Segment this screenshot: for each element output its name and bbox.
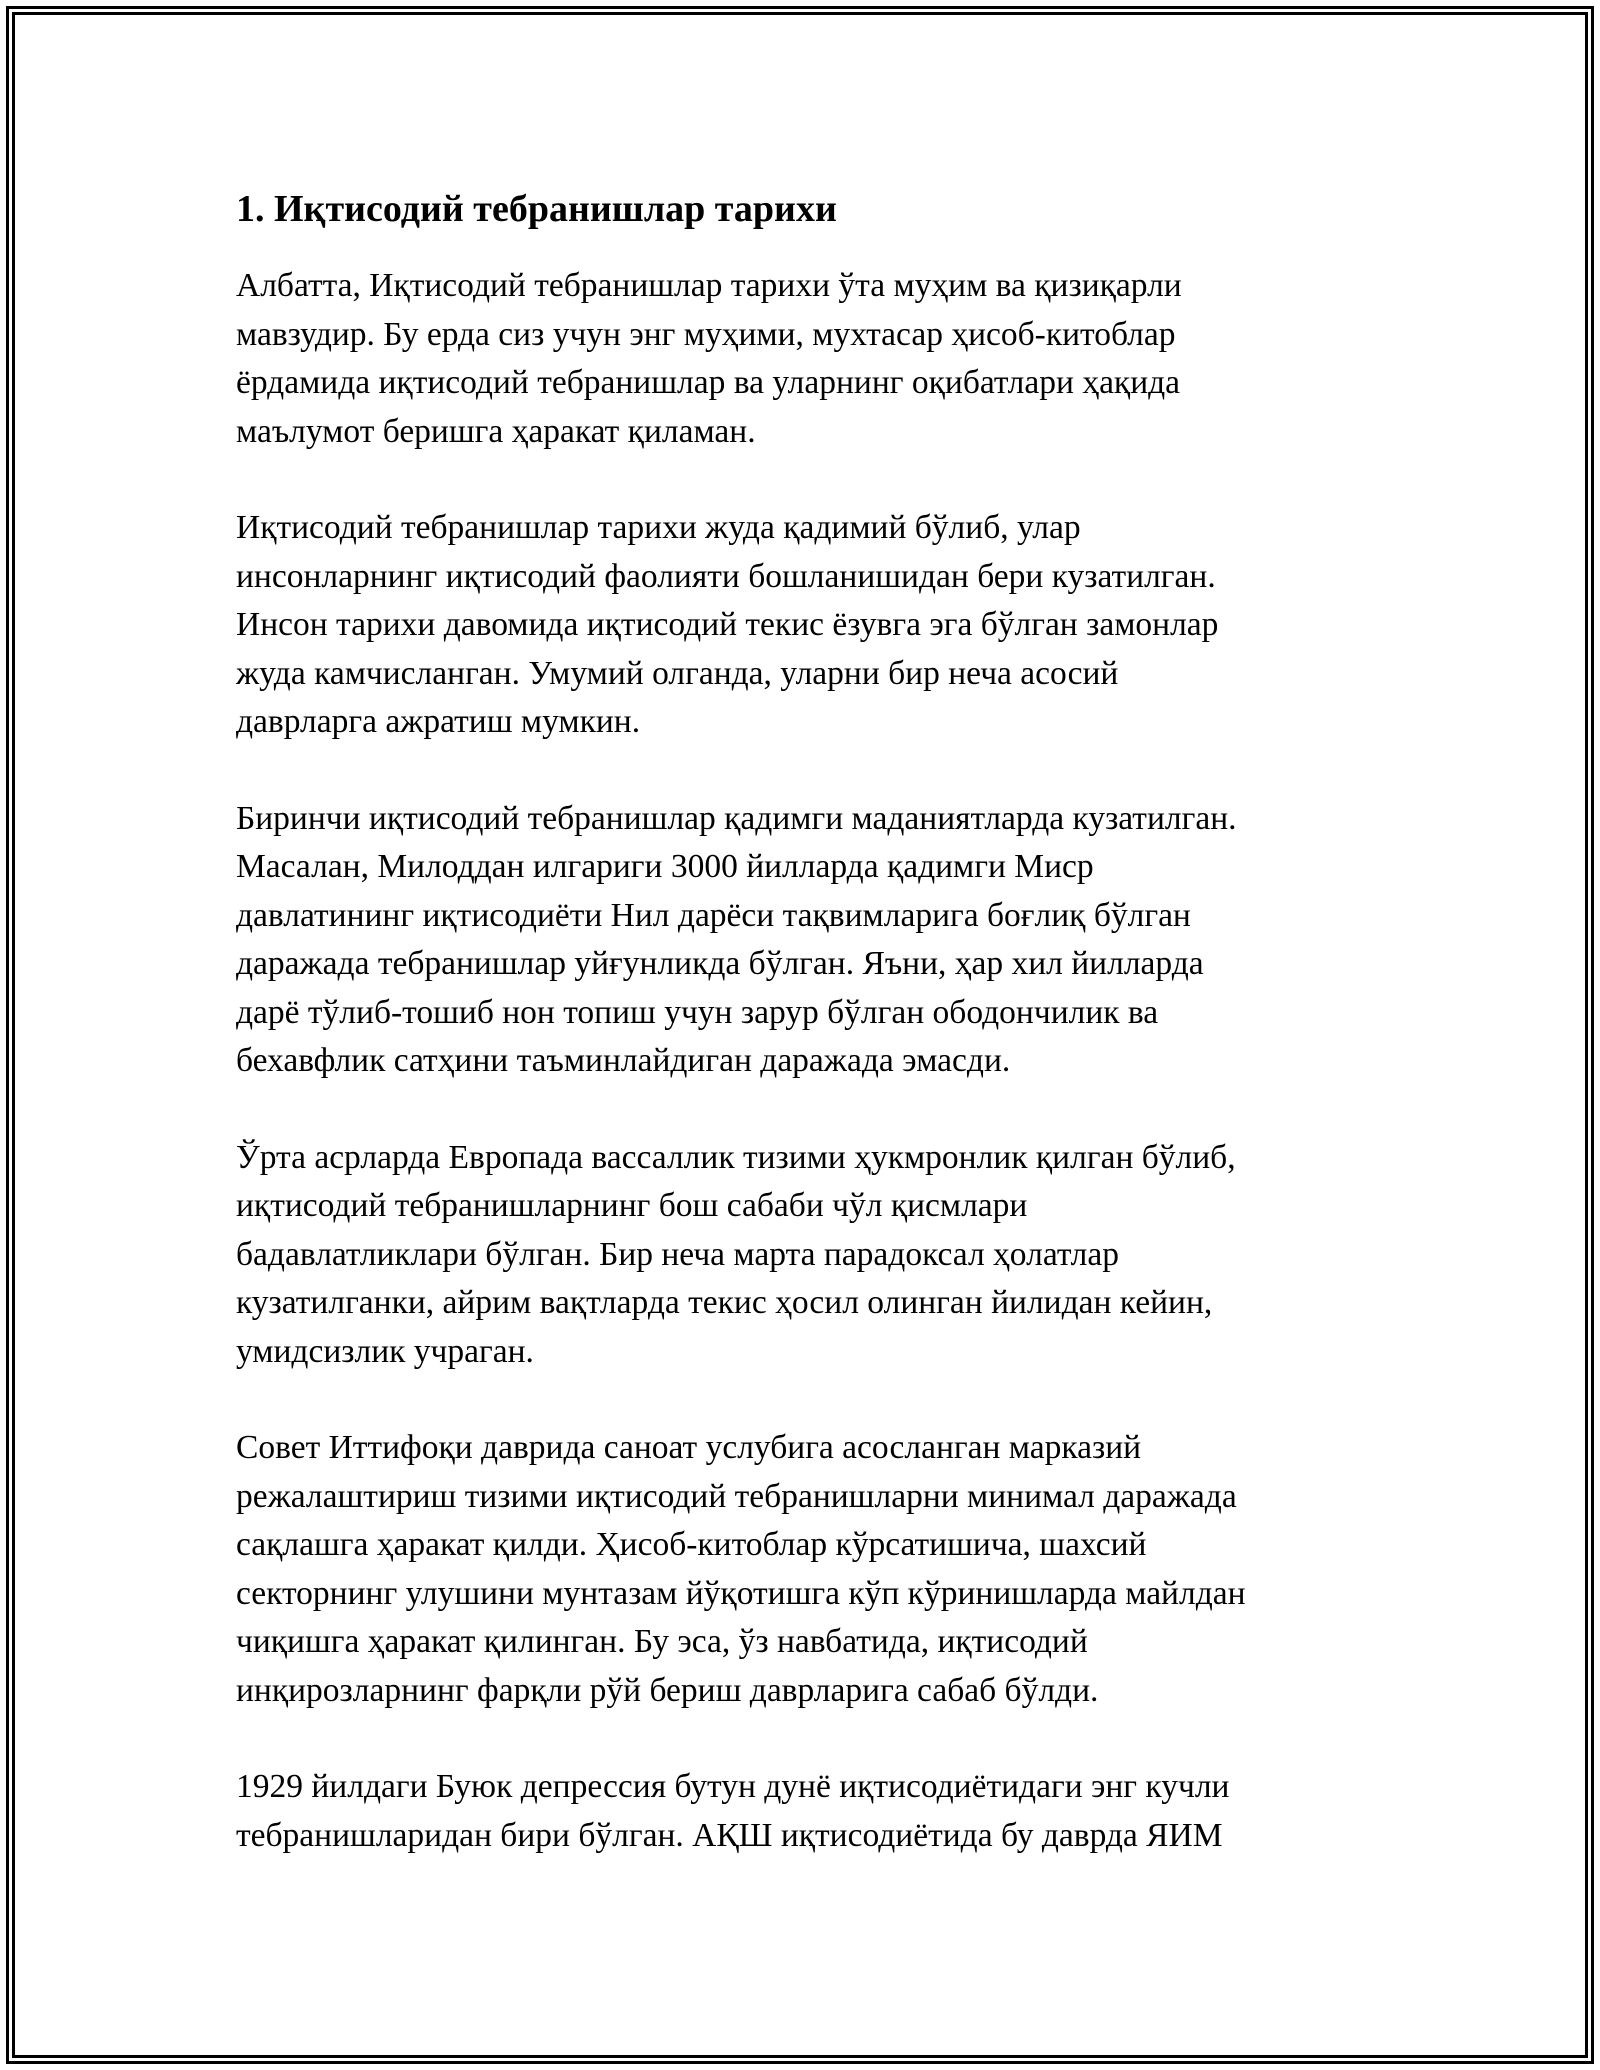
- paragraph-6: 1929 йилдаги Буюк депрессия бутун дунё иқтисодиётидаги энг кучли тебранишларидан бири бўлган. АҚШ иқтисодиётида бу даврда ЯИМ: [236, 1768, 1230, 1854]
- document-title: 1. Иқтисодий тебранишлар тарихи: [236, 188, 837, 230]
- paragraph-2: Иқтисодий тебранишлар тарихи жуда қадимий бўлиб, улар инсонларнинг иқтисодий фаолияти бошланишидан бери кузатилган. Инсон тарихи давомида иқтисодий текис ёзувга эга бўлган замонлар жуда камчисланган. Умумий олганда, уларни бир неча асосий даврларга ажратиш мумкин.: [236, 509, 1219, 740]
- paragraph-3: Биринчи иқтисодий тебранишлар қадимги маданиятларда кузатилган. Масалан, Милоддан илгариги 3000 йилларда қадимги Миср давлатининг иқтисодиёти Нил дарёси тақвимларига боғлиқ бўлган даражада тебранишлар уйғунликда бўлган. Яъни, ҳар хил йилларда дарё тўлиб-тошиб нон топиш учун зарур бўлган ободончилик ва бехавфлик сатҳини таъминлайдиган даражада эмасди.: [236, 799, 1237, 1079]
- paragraph-5: Совет Иттифоқи даврида саноат услубига асосланган марказий режалаштириш тизими иқтисодий тебранишларни минимал даражада сақлашга ҳаракат қилди. Ҳисоб-китоблар кўрсатишича, шахсий секторнинг улушини мунтазам йўқотишга кўп кўринишларда майлдан чиқишга ҳаракат қилинган. Бу эса, ўз навбатида, иқтисодий инқирозларнинг фарқли рўй бериш даврларига сабаб бўлди.: [236, 1429, 1246, 1709]
- document-body: [236, 184, 1366, 1908]
- paragraph-1: Албатта, Иқтисодий тебранишлар тарихи ўта муҳим ва қизиқарли мавзудир. Бу ерда сиз учун энг муҳими, мухтасар ҳисоб-китоблар ёрдамида иқтисодий тебранишлар ва уларнинг оқибатлари ҳақида маълумот беришга ҳаракат қиламан.: [236, 267, 1182, 450]
- paragraph-4: Ўрта асрларда Европада вассаллик тизими ҳукмронлик қилган бўлиб, иқтисодий тебранишларнинг бош сабаби чўл қисмлари бадавлатликлари бўлган. Бир неча марта парадоксал ҳолатлар кузатилганки, айрим вақтларда текис ҳосил олинган йилидан кейин, умидсизлик учраган.: [236, 1138, 1236, 1370]
